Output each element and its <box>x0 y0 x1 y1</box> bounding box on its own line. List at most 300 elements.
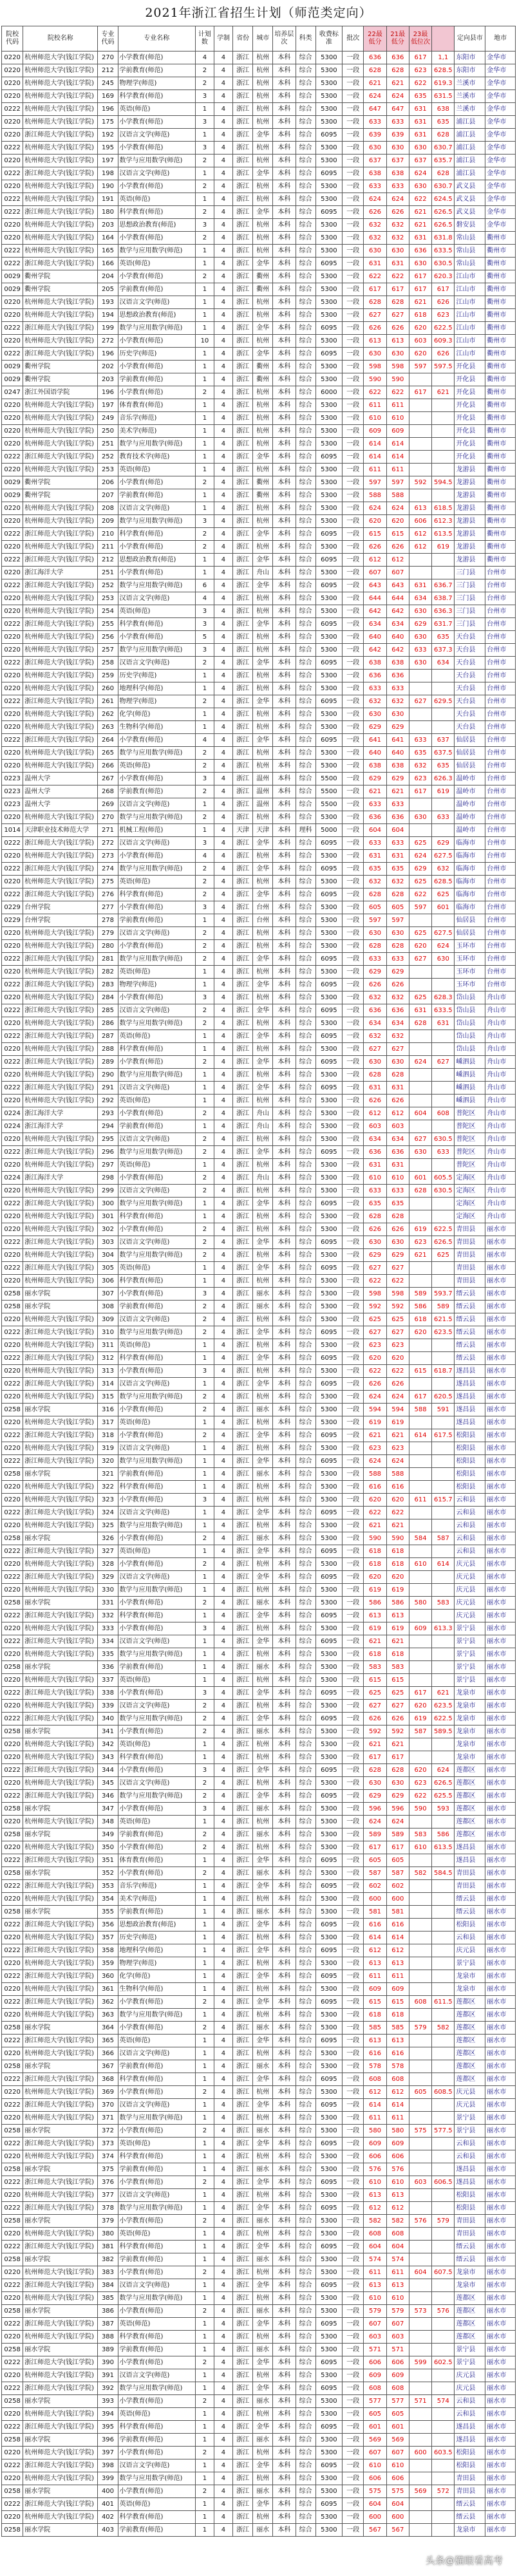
cell-school-name: 浙江师范大学(钱江学院) <box>23 837 98 850</box>
cell-min-score-a: 610 <box>364 2459 386 2472</box>
cell-batch: 一段 <box>343 335 364 348</box>
cell-major-name: 汉语言文学(师范) <box>118 129 195 142</box>
cell-target-county: 玉环市 <box>455 979 485 992</box>
table-row <box>2 1223 516 1236</box>
cell-target-county: 莲都区 <box>455 1790 485 1803</box>
cell-duration: 4 <box>214 940 232 953</box>
cell-province: 浙江 <box>233 2241 253 2253</box>
cell-category: 综合 <box>296 438 315 451</box>
cell-batch: 一段 <box>343 245 364 258</box>
cell-school-name: 浙江师范大学(钱江学院) <box>23 1429 98 1442</box>
cell-min-score-a: 643 <box>364 579 386 592</box>
cell-province: 浙江 <box>233 1326 253 1339</box>
cell-plan-count: 4 <box>195 52 214 64</box>
cell-category: 综合 <box>296 1442 315 1455</box>
cell-duration: 4 <box>214 335 232 348</box>
cell-plan-count: 2 <box>195 1249 214 1262</box>
cell-min-rank: 620 <box>409 1700 431 1713</box>
cell-min-score-a: 608 <box>364 2382 386 2395</box>
cell-prefecture: 舟山市 <box>485 1185 516 1198</box>
cell-fee: 5300 <box>315 1893 343 1906</box>
cell-category: 综合 <box>296 2189 315 2202</box>
cell-avg <box>432 1635 455 1648</box>
table-row <box>2 425 516 438</box>
cell-school-code: 0220 <box>2 1957 23 1970</box>
cell-batch: 一段 <box>343 888 364 901</box>
cell-duration: 4 <box>214 2485 232 2498</box>
cell-level: 本科 <box>273 2228 296 2241</box>
cell-school-name: 杭州师范大学(钱江学院) <box>23 966 98 979</box>
cell-category: 综合 <box>296 631 315 644</box>
cell-min-rank: 628 <box>409 1017 431 1030</box>
cell-category: 综合 <box>296 2099 315 2112</box>
cell-city: 杭州 <box>253 1095 273 1107</box>
cell-prefecture: 丽水市 <box>485 1507 516 1519</box>
cell-school-code: 0220 <box>2 1816 23 1829</box>
cell-target-county: 温岭市 <box>455 824 485 837</box>
cell-avg <box>432 464 455 476</box>
cell-batch: 一段 <box>343 451 364 464</box>
cell-prefecture: 丽水市 <box>485 1725 516 1738</box>
table-row <box>2 721 516 734</box>
cell-fee: 5300 <box>315 1867 343 1880</box>
cell-fee: 5300 <box>315 245 343 258</box>
cell-min-score-b: 612 <box>386 2086 409 2099</box>
cell-province: 浙江 <box>233 476 253 489</box>
cell-avg: 630.5 <box>432 1133 455 1146</box>
cell-major-code: 270 <box>98 52 118 64</box>
cell-city: 杭州 <box>253 296 273 309</box>
cell-fee: 5300 <box>315 1841 343 1854</box>
cell-plan-count: 3 <box>195 773 214 785</box>
table-row <box>2 1198 516 1210</box>
cell-school-name: 杭州师范大学(钱江学院) <box>23 219 98 232</box>
cell-batch: 一段 <box>343 1275 364 1288</box>
cell-school-code: 0220 <box>2 1133 23 1146</box>
cell-duration: 4 <box>214 2138 232 2150</box>
cell-province: 浙江 <box>233 1635 253 1648</box>
cell-prefecture: 台州市 <box>485 734 516 747</box>
cell-major-code: 311 <box>98 1339 118 1352</box>
cell-target-county: 龙游县 <box>455 515 485 528</box>
cell-duration: 4 <box>214 386 232 399</box>
cell-batch: 一段 <box>343 1545 364 1558</box>
cell-major-name: 小学教育(师范) <box>118 1172 195 1185</box>
cell-province: 浙江 <box>233 1545 253 1558</box>
cell-school-name: 丽水学院 <box>23 2344 98 2356</box>
cell-major-code: 321 <box>98 1468 118 1481</box>
cell-major-name: 数学与应用数学(师范) <box>118 2009 195 2022</box>
cell-prefecture: 丽水市 <box>485 1326 516 1339</box>
cell-level: 本科 <box>273 1429 296 1442</box>
cell-avg: 615.7 <box>432 1494 455 1507</box>
cell-city: 金华 <box>253 348 273 361</box>
cell-avg: 627.5 <box>432 850 455 863</box>
cell-fee: 5300 <box>315 412 343 425</box>
cell-min-rank <box>409 1455 431 1468</box>
cell-school-code: 0222 <box>2 979 23 992</box>
cell-major-name: 小学教育(师范) <box>118 734 195 747</box>
cell-major-name: 英语(师范) <box>118 1262 195 1275</box>
cell-city: 丽水 <box>253 2344 273 2356</box>
cell-level: 本科 <box>273 2292 296 2305</box>
table-row <box>2 966 516 979</box>
cell-province: 浙江 <box>233 2112 253 2125</box>
cell-school-name: 杭州师范大学(钱江学院) <box>23 1069 98 1082</box>
cell-city: 杭州 <box>253 1584 273 1597</box>
cell-batch: 一段 <box>343 1262 364 1275</box>
cell-avg: 621 <box>432 1687 455 1700</box>
cell-fee: 5300 <box>315 515 343 528</box>
cell-major-code: 336 <box>98 1661 118 1674</box>
cell-min-rank: 627 <box>409 1133 431 1146</box>
cell-min-rank: 617 <box>409 283 431 296</box>
cell-level: 本科 <box>273 180 296 193</box>
cell-level: 本科 <box>273 1146 296 1159</box>
cell-major-name: 汉语言文学(师范) <box>118 657 195 670</box>
cell-plan-count: 2 <box>195 2356 214 2369</box>
cell-level: 本科 <box>273 1481 296 1494</box>
cell-target-county: 莲都区 <box>455 2022 485 2035</box>
cell-school-code: 0029 <box>2 373 23 386</box>
cell-avg <box>432 2511 455 2524</box>
cell-major-code: 369 <box>98 2086 118 2099</box>
cell-fee: 5300 <box>315 1725 343 1738</box>
cell-school-name: 杭州师范大学(钱江学院) <box>23 1957 98 1970</box>
cell-school-name: 浙江师范大学(钱江学院) <box>23 1352 98 1365</box>
cell-min-score-a: 622 <box>364 270 386 283</box>
cell-major-code: 319 <box>98 1442 118 1455</box>
cell-major-code: 368 <box>98 2073 118 2086</box>
cell-province: 浙江 <box>233 747 253 760</box>
cell-level: 本科 <box>273 2035 296 2047</box>
cell-category: 综合 <box>296 2163 315 2176</box>
cell-avg: 627 <box>432 1056 455 1069</box>
cell-min-rank: 622 <box>409 77 431 90</box>
cell-batch: 一段 <box>343 1970 364 1983</box>
cell-prefecture: 舟山市 <box>485 1095 516 1107</box>
cell-avg: 587 <box>432 1532 455 1545</box>
cell-plan-count: 1 <box>195 1120 214 1133</box>
table-row <box>2 2266 516 2279</box>
cell-level: 本科 <box>273 270 296 283</box>
cell-min-score-a: 619 <box>364 1622 386 1635</box>
cell-avg: 628 <box>432 167 455 180</box>
cell-major-name: 数学与应用数学(师范) <box>118 1326 195 1339</box>
cell-prefecture: 丽水市 <box>485 1262 516 1275</box>
cell-batch: 一段 <box>343 1030 364 1043</box>
cell-plan-count: 1 <box>195 1481 214 1494</box>
table-row <box>2 1932 516 1944</box>
cell-prefecture: 台州市 <box>485 657 516 670</box>
cell-major-name: 学前教育(师范) <box>118 1829 195 1841</box>
cell-school-code: 0229 <box>2 914 23 927</box>
cell-target-county: 温岭市 <box>455 773 485 785</box>
cell-avg: 584.5 <box>432 1867 455 1880</box>
cell-major-name: 学前教育(师范) <box>118 489 195 502</box>
cell-min-rank: 584 <box>409 1532 431 1545</box>
cell-duration: 4 <box>214 1468 232 1481</box>
header-duration: 学制 <box>214 26 232 52</box>
cell-plan-count: 2 <box>195 927 214 940</box>
cell-level: 本科 <box>273 876 296 888</box>
cell-duration: 4 <box>214 2421 232 2434</box>
cell-school-name: 衢州学院 <box>23 270 98 283</box>
cell-avg: 589.5 <box>432 1725 455 1738</box>
cell-plan-count: 1 <box>195 1816 214 1829</box>
table-row <box>2 579 516 592</box>
cell-fee: 5300 <box>315 1519 343 1532</box>
cell-duration: 4 <box>214 2459 232 2472</box>
cell-plan-count: 2 <box>195 1056 214 1069</box>
cell-plan-count: 3 <box>195 605 214 618</box>
cell-duration: 4 <box>214 541 232 554</box>
cell-school-code: 0222 <box>2 1610 23 1622</box>
cell-level: 本科 <box>273 2163 296 2176</box>
cell-batch: 一段 <box>343 77 364 90</box>
cell-major-code: 399 <box>98 2472 118 2485</box>
cell-school-code: 0258 <box>2 2125 23 2138</box>
cell-target-county: 临海市 <box>455 863 485 876</box>
cell-plan-count: 3 <box>195 901 214 914</box>
cell-batch: 一段 <box>343 2215 364 2228</box>
cell-plan-count: 1 <box>195 425 214 438</box>
cell-category: 综合 <box>296 502 315 515</box>
cell-target-county: 临海市 <box>455 850 485 863</box>
cell-major-code: 340 <box>98 1713 118 1725</box>
table-row <box>2 1004 516 1017</box>
table-row <box>2 2202 516 2215</box>
cell-city: 杭州 <box>253 644 273 657</box>
header-school-name: 院校名称 <box>23 26 98 52</box>
cell-level: 本科 <box>273 399 296 412</box>
cell-school-code: 0258 <box>2 2305 23 2318</box>
cell-batch: 一段 <box>343 1416 364 1429</box>
cell-city: 金华 <box>253 2421 273 2434</box>
cell-duration: 4 <box>214 528 232 541</box>
cell-prefecture: 衢州市 <box>485 296 516 309</box>
cell-school-code: 0220 <box>2 335 23 348</box>
cell-major-name: 小学教育(师范) <box>118 270 195 283</box>
cell-prefecture: 丽水市 <box>485 1468 516 1481</box>
cell-fee: 5300 <box>315 2344 343 2356</box>
cell-target-county: 庆元县 <box>455 1944 485 1957</box>
cell-plan-count: 1 <box>195 2228 214 2241</box>
cell-school-code: 0222 <box>2 2382 23 2395</box>
cell-fee: 6095 <box>315 1610 343 1622</box>
cell-city: 金华 <box>253 1429 273 1442</box>
cell-school-name: 杭州师范大学(钱江学院) <box>23 2292 98 2305</box>
cell-batch: 一段 <box>343 142 364 155</box>
cell-min-score-b: 590 <box>386 1532 409 1545</box>
cell-city: 杭州 <box>253 708 273 721</box>
cell-plan-count: 2 <box>195 2266 214 2279</box>
cell-category: 综合 <box>296 1841 315 1854</box>
cell-batch: 一段 <box>343 2356 364 2369</box>
cell-major-name: 小学教育(师范) <box>118 2125 195 2138</box>
cell-school-code: 0222 <box>2 579 23 592</box>
table-row <box>2 837 516 850</box>
cell-min-score-a: 625 <box>364 1687 386 1700</box>
cell-category: 综合 <box>296 2421 315 2434</box>
cell-province: 浙江 <box>233 2421 253 2434</box>
cell-category: 综合 <box>296 760 315 773</box>
cell-min-score-a: 633 <box>364 837 386 850</box>
cell-province: 浙江 <box>233 1365 253 1378</box>
cell-province: 浙江 <box>233 206 253 219</box>
cell-school-code: 0222 <box>2 2459 23 2472</box>
cell-major-code: 251 <box>98 438 118 451</box>
cell-duration: 4 <box>214 1185 232 1198</box>
table-row <box>2 1507 516 1519</box>
cell-batch: 一段 <box>343 1481 364 1494</box>
cell-min-rank <box>409 1854 431 1867</box>
cell-level: 本科 <box>273 2447 296 2459</box>
cell-plan-count: 1 <box>195 1416 214 1429</box>
cell-major-code: 392 <box>98 2382 118 2395</box>
cell-province: 浙江 <box>233 412 253 425</box>
cell-duration: 4 <box>214 1880 232 1893</box>
cell-fee: 6095 <box>315 1507 343 1519</box>
cell-category: 综合 <box>296 592 315 605</box>
cell-city: 杭州 <box>253 631 273 644</box>
cell-duration: 4 <box>214 850 232 863</box>
cell-major-code: 353 <box>98 1880 118 1893</box>
cell-batch: 一段 <box>343 90 364 103</box>
cell-major-code: 197 <box>98 155 118 167</box>
cell-school-code: 0220 <box>2 52 23 64</box>
cell-prefecture: 丽水市 <box>485 1906 516 1919</box>
cell-batch: 一段 <box>343 2138 364 2150</box>
cell-plan-count: 1 <box>195 1545 214 1558</box>
cell-min-rank <box>409 2459 431 2472</box>
cell-target-county: 景宁县 <box>455 1661 485 1674</box>
cell-batch: 一段 <box>343 953 364 966</box>
cell-level: 本科 <box>273 1262 296 1275</box>
cell-prefecture: 衢州市 <box>485 528 516 541</box>
cell-duration: 4 <box>214 1301 232 1313</box>
cell-min-score-b: 626 <box>386 1713 409 1725</box>
cell-school-name: 杭州师范大学(钱江学院) <box>23 1700 98 1713</box>
cell-target-county: 龙泉市 <box>455 1738 485 1751</box>
cell-major-code: 390 <box>98 2356 118 2369</box>
cell-avg: 621 <box>432 386 455 399</box>
cell-level: 本科 <box>273 2421 296 2434</box>
cell-school-name: 浙江师范大学(钱江学院) <box>23 1996 98 2009</box>
cell-category: 综合 <box>296 2060 315 2073</box>
table-row <box>2 167 516 180</box>
cell-batch: 一段 <box>343 579 364 592</box>
cell-level: 本科 <box>273 785 296 798</box>
cell-school-code: 0220 <box>2 1893 23 1906</box>
table-row <box>2 1082 516 1095</box>
cell-plan-count: 1 <box>195 1738 214 1751</box>
table-row <box>2 2022 516 2035</box>
cell-school-code: 0220 <box>2 412 23 425</box>
cell-min-score-a: 611 <box>364 2112 386 2125</box>
cell-target-county: 天台县 <box>455 657 485 670</box>
cell-min-rank <box>409 2369 431 2382</box>
cell-level: 本科 <box>273 1803 296 1816</box>
cell-major-name: 物理学(师范) <box>118 695 195 708</box>
cell-batch: 一段 <box>343 618 364 631</box>
cell-level: 本科 <box>273 361 296 373</box>
cell-duration: 4 <box>214 734 232 747</box>
cell-fee: 5300 <box>315 1365 343 1378</box>
cell-prefecture: 金华市 <box>485 155 516 167</box>
cell-major-code: 249 <box>98 412 118 425</box>
cell-avg: 635.7 <box>432 155 455 167</box>
cell-target-county: 遂昌县 <box>455 1378 485 1391</box>
cell-major-name: 英语(师范) <box>118 2498 195 2511</box>
cell-target-county: 普陀区 <box>455 1107 485 1120</box>
cell-prefecture: 丽水市 <box>485 1610 516 1622</box>
cell-min-score-b: 569 <box>386 2434 409 2447</box>
cell-fee: 6095 <box>315 2099 343 2112</box>
cell-level: 本科 <box>273 1957 296 1970</box>
cell-category: 综合 <box>296 618 315 631</box>
cell-major-name: 英语(师范) <box>118 1095 195 1107</box>
cell-target-county: 龙泉市 <box>455 2524 485 2537</box>
cell-school-code: 0220 <box>2 708 23 721</box>
cell-level: 本科 <box>273 1107 296 1120</box>
cell-category: 综合 <box>296 1210 315 1223</box>
table-row <box>2 927 516 940</box>
cell-batch: 一段 <box>343 2189 364 2202</box>
cell-plan-count: 1 <box>195 2331 214 2344</box>
cell-min-rank <box>409 1816 431 1829</box>
cell-target-county: 浦江县 <box>455 155 485 167</box>
cell-avg <box>432 1378 455 1391</box>
cell-school-name: 杭州师范大学(钱江学院) <box>23 992 98 1004</box>
cell-major-code: 358 <box>98 1944 118 1957</box>
cell-min-score-b: 634 <box>386 618 409 631</box>
cell-min-score-b: 639 <box>386 129 409 142</box>
cell-major-name: 科学教育(师范) <box>118 2511 195 2524</box>
cell-school-name: 杭州师范大学(钱江学院) <box>23 1738 98 1751</box>
cell-major-name: 数学与应用数学(师范) <box>118 1391 195 1404</box>
cell-prefecture: 丽水市 <box>485 2047 516 2060</box>
cell-fee: 5300 <box>315 2408 343 2421</box>
cell-fee: 6095 <box>315 1545 343 1558</box>
cell-min-score-b: 631 <box>386 1159 409 1172</box>
cell-province: 浙江 <box>233 940 253 953</box>
cell-prefecture: 舟山市 <box>485 1198 516 1210</box>
cell-level: 本科 <box>273 2434 296 2447</box>
cell-batch: 一段 <box>343 219 364 232</box>
cell-school-code: 0258 <box>2 1661 23 1674</box>
cell-school-name: 杭州师范大学(钱江学院) <box>23 1841 98 1854</box>
cell-min-rank <box>409 2472 431 2485</box>
cell-major-code: 383 <box>98 2266 118 2279</box>
cell-major-code: 316 <box>98 1404 118 1416</box>
cell-school-name: 杭州师范大学(钱江学院) <box>23 2112 98 2125</box>
cell-school-name: 浙江师范大学(钱江学院) <box>23 1236 98 1249</box>
cell-batch: 一段 <box>343 2228 364 2241</box>
cell-fee: 5300 <box>315 721 343 734</box>
cell-batch: 一段 <box>343 2202 364 2215</box>
cell-school-name: 杭州师范大学(钱江学院) <box>23 64 98 77</box>
cell-plan-count: 2 <box>195 1532 214 1545</box>
cell-min-score-b: 630 <box>386 1236 409 1249</box>
cell-target-county: 龙游县 <box>455 502 485 515</box>
cell-school-code: 0220 <box>2 155 23 167</box>
cell-city: 丽水 <box>253 2305 273 2318</box>
cell-major-code: 327 <box>98 1545 118 1558</box>
cell-plan-count: 1 <box>195 2472 214 2485</box>
cell-target-county: 庆元县 <box>455 2086 485 2099</box>
cell-school-code: 0220 <box>2 1069 23 1082</box>
